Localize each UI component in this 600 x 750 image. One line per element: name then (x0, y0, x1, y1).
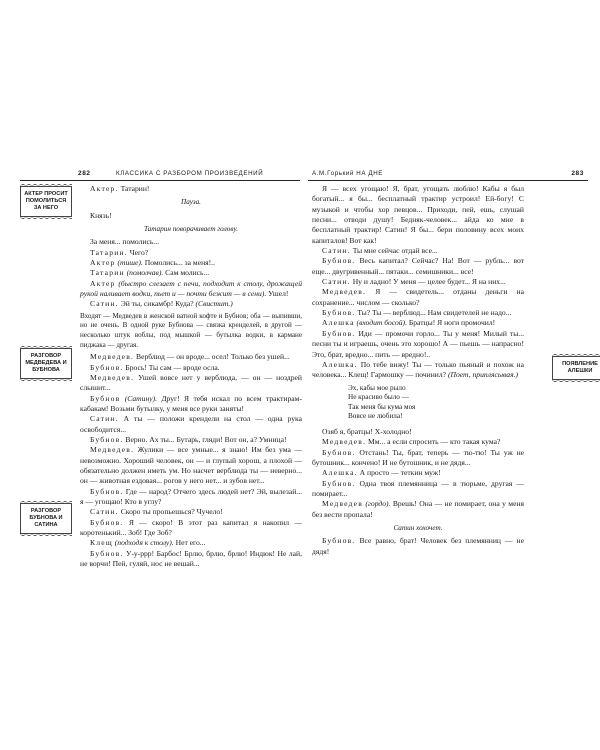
speech-text: Брось! Ты сам — вроде осла. (123, 362, 220, 372)
speech-text: По тебе вижу! Ты — только пьяный и похож на человека... Клещ! Гармошку — починил? (312, 359, 524, 380)
dialogue-line (80, 268, 302, 278)
speech-text: Чего? (127, 247, 149, 257)
inline-stage-direction: (подходя к столу). (112, 538, 174, 548)
dialogue-line (312, 184, 524, 246)
speech-text: Друг! Я тебя искал по всем трактирам-кабакам! Возьми бутылку, у меня все руки заняты! (80, 393, 303, 413)
speech-text: Врешь! Она — не помирает, она у меня без вести пропала! (312, 499, 524, 519)
stage-direction: Пауза. (181, 198, 201, 207)
dialogue-line (80, 352, 302, 362)
right-running-title: А.М.Горький НА ДНЕ (312, 170, 384, 177)
speech-text: Одна твоя племянница — в тюрьме, другая — помирает... (312, 478, 524, 498)
inline-stage-direction: (гордо). (363, 499, 391, 509)
speech-text: Я — свидетель... отданы деньги на сохранение... числом — сколько? (312, 287, 524, 307)
dialogue-line (312, 448, 524, 469)
speaker-name: Бубнов. (322, 447, 356, 457)
speaker-name: Бубнов. (90, 548, 124, 558)
verse-line: Так меня бы кума моя (348, 402, 416, 411)
dialogue-line (312, 246, 524, 256)
speaker-name: Бубнов. (322, 256, 356, 266)
dialogue-line (80, 414, 302, 435)
speech-text: За меня... помолись... (90, 237, 159, 247)
dialogue-line (312, 536, 524, 557)
dialogue-line (80, 373, 302, 394)
speech-text: Ты мне сейчас отдай все... (350, 246, 438, 256)
dialogue-line (312, 329, 524, 360)
left-play-text (80, 184, 302, 569)
right-page-number: 283 (571, 170, 584, 177)
speaker-name: Медведев. (322, 287, 367, 297)
right-running-head (308, 168, 588, 181)
speech-text: Ну и ладно! У меня — целее будет... Я на них... (350, 277, 506, 287)
stage-direction: Татарин поворачивает голову. (143, 225, 239, 234)
speech-text: Помолись... за меня!.. (142, 258, 215, 268)
speaker-name: Татарин (90, 268, 125, 278)
inline-stage-direction: (быстро слезает с печи, подходит к столу, дрожащей рукой наливает водки, пьет и — почти бежит — в сени). (80, 278, 302, 299)
left-page-number: 282 (78, 170, 91, 177)
speaker-name: Бубнов. (90, 517, 124, 527)
speech-text: Где — народ? Отчего здесь людей нет? Эй, вылезай... я — угощаю! Кто в углу? (80, 486, 302, 506)
dialogue-line (80, 445, 302, 486)
speech-text: Весь капитал? Сейчас? На! Вот — рубль... вот еще... двугривенный... пятаки... семишники... все! (312, 256, 524, 276)
stage-direction-block: Входят — Медведев в женской ватной кофте и Бубнов; оба — выпивши, но не очень. В одной руке Бубнова — связка кренделей, в другой — несколько штук воблы, под мышкой — бутылка водки, в кармане пиджака — другая. (80, 311, 302, 349)
speech-text: Я — всех угощаю! Я, брат, угощать люблю! Кабы я был богатый... я бы... бесплатный трактир устроил! Ей-богу! С музыкой и чтобы хор певцов... Приходи, пей, ешь, слушай песни... отводи душу! Бедняк-человек... айда ко мне в бесплатный трактир! Сатин! Я бы... бери половину всех моих капиталов! Вот как! (312, 184, 524, 245)
dialogue-line (80, 211, 302, 221)
dialogue-line (312, 499, 524, 520)
inline-stage-direction: (Свистит.) (193, 299, 233, 309)
speech-text: Скоро ты пропьешься? Чучело! (118, 507, 223, 517)
dialogue-line (80, 279, 302, 300)
speaker-name: Медведев. (90, 352, 135, 362)
speech-text: Ушел! (266, 289, 289, 299)
verse-block (312, 384, 524, 422)
inline-stage-direction: (Поет, приплясывая.) (446, 370, 519, 380)
left-page (20, 168, 303, 569)
speech-text: А просто — теткин муж! (357, 468, 441, 478)
speech-text: Князь! (90, 210, 112, 220)
speaker-name: Медведев (322, 499, 364, 509)
speaker-name: Сатин. (90, 299, 119, 309)
dialogue-line (312, 360, 524, 381)
speaker-name: Актер (90, 258, 116, 268)
margin-note-medvedev-bubnov: РАЗГОВОР МЕДВЕДЕВА И БУБНОВА (20, 348, 72, 379)
dialogue-line (312, 468, 524, 478)
speaker-name: Бубнов. (322, 536, 356, 546)
dialogue-line (80, 184, 302, 194)
dialogue-line (312, 479, 524, 500)
inline-stage-direction: (Сатину). (120, 393, 158, 403)
speech-text: Верно. Ах ты... Бутарь, гляди! Вот он, а? Умница! (123, 434, 287, 444)
dialogue-line (312, 437, 524, 447)
speaker-name: Бубнов. (90, 486, 124, 496)
dialogue-line (312, 277, 524, 287)
dialogue-line (312, 287, 524, 308)
speaker-name: Бубнов. (90, 434, 124, 444)
speech-text: Эй ты, сикамбр! Куда? (118, 299, 194, 309)
speaker-name: Медведев. (322, 437, 367, 447)
speaker-name: Клещ (90, 538, 113, 548)
speaker-name: Актер. (90, 184, 119, 193)
left-running-title: КЛАССИКА С РАЗБОРОМ ПРОИЗВЕДЕНИЙ (116, 170, 264, 177)
dialogue-line (80, 507, 302, 517)
right-play-text (312, 184, 524, 557)
dialogue-line (80, 487, 302, 508)
speech-text: Все равно, брат! Человек без племянниц — не дядя! (312, 536, 524, 556)
speaker-name: Бубнов. (322, 478, 356, 488)
verse-line: Эх, кабы мое рыло (348, 383, 406, 392)
speaker-name: Медведев. (90, 445, 135, 455)
dialogue-line (312, 427, 524, 437)
speaker-name: Сатин. (322, 277, 351, 287)
speaker-name: Алешка. (322, 468, 358, 478)
margin-note-actor: АКТЕР ПРОСИТ ПОМОЛИТЬСЯ ЗА НЕГО (20, 186, 72, 217)
stage-direction: Сатин хохочет. (393, 524, 443, 532)
speaker-name: Бубнов. (322, 328, 356, 338)
speaker-name: Татарин. (90, 247, 128, 257)
dialogue-line (80, 258, 302, 268)
speech-text: Ты? Ты — верблюд... Нам свидетелей не надо... (355, 308, 512, 318)
speech-text: Я — скоро! В этот раз капитал я накопил — коротенький... Зоб! Где Зоб? (80, 517, 302, 537)
dialogue-line (312, 308, 524, 318)
speaker-name: Бубнов. (322, 308, 356, 318)
dialogue-line (312, 256, 524, 277)
inline-stage-direction: (тише). (115, 258, 143, 268)
speech-text: Верблюд — он вроде... осел! Только без ушей... (134, 352, 290, 362)
dialogue-line (80, 538, 302, 548)
margin-note-bubnov-satin: РАЗГОВОР БУБНОВА И САТИНА (20, 503, 72, 534)
speaker-name: Бубнов (90, 393, 121, 403)
dialogue-line (80, 518, 302, 539)
speech-text: Озяб я, братцы! Х-холодно! (322, 426, 412, 436)
speaker-name: Сатин. (322, 246, 351, 256)
inline-stage-direction: (входит босой). (354, 318, 407, 328)
speech-text: А ты — положи крендели на стол — одна рука освободится... (80, 414, 302, 434)
speech-text: Нет его... (173, 538, 206, 548)
dialogue-line (80, 248, 302, 258)
speaker-name: Медведев. (90, 372, 135, 382)
right-page (308, 168, 598, 556)
speech-text: Отстань! Ты, брат, теперь — тю-тю! Ты уж не бутошник... кончено! И не бутошник, и не дядя... (312, 447, 524, 467)
margin-note-aleshka: ПОЯВЛЕНИЕ АЛЕШКИ (552, 356, 600, 380)
dialogue-line (80, 363, 302, 373)
speaker-name: Сатин. (90, 414, 119, 424)
speech-text: Мм... а если спросить — кто такая кума? (366, 437, 501, 447)
verse-line: Не красиво было — (348, 393, 409, 402)
dialogue-line (80, 237, 302, 247)
left-running-head (20, 168, 300, 181)
speaker-name: Бубнов. (90, 362, 124, 372)
speech-text: Татарин! (118, 184, 150, 193)
speech-text: У-у-ррр! Барбос! Брлю, брлю, брлю! Индюк! Не лай, не ворчи! Пей, гуляй, нос не вешай... (80, 548, 302, 569)
verse-line: Вовсе не любила! (348, 412, 403, 421)
dialogue-line (80, 299, 302, 309)
inline-stage-direction: (помолчав). (124, 268, 164, 278)
speaker-name: Актер (90, 278, 116, 288)
dialogue-line (80, 435, 302, 445)
dialogue-line (80, 394, 302, 415)
speech-text: Жулики — все умные... я знаю! Им без ума — невозможно. Хороший человек, он — и глупый хорош, а плохой — обязательно должен иметь ум. Но насчет верблюда ты — неверно... он — животная ездовая... рогов у него нет... и зубов нет... (80, 445, 302, 486)
speech-text: Сам молись... (163, 268, 210, 278)
speaker-name: Алешка. (322, 359, 358, 369)
speech-text: Иди — промочи горло... Ты у меня! Милый ты... песни ты и играешь, очень это хорошо! А — пьешь — напрасно! Это, брат, вредно... пить — вредно!.. (312, 328, 524, 359)
speech-text: Братцы! Я ноги промочил! (406, 318, 496, 328)
dialogue-line (80, 549, 302, 570)
speech-text: Ушей вовсе нет у верблюда, — он — ноздрей слышит... (80, 372, 302, 393)
speaker-name: Алешка (322, 318, 355, 328)
speaker-name: Сатин. (90, 507, 119, 517)
dialogue-line (312, 318, 524, 328)
